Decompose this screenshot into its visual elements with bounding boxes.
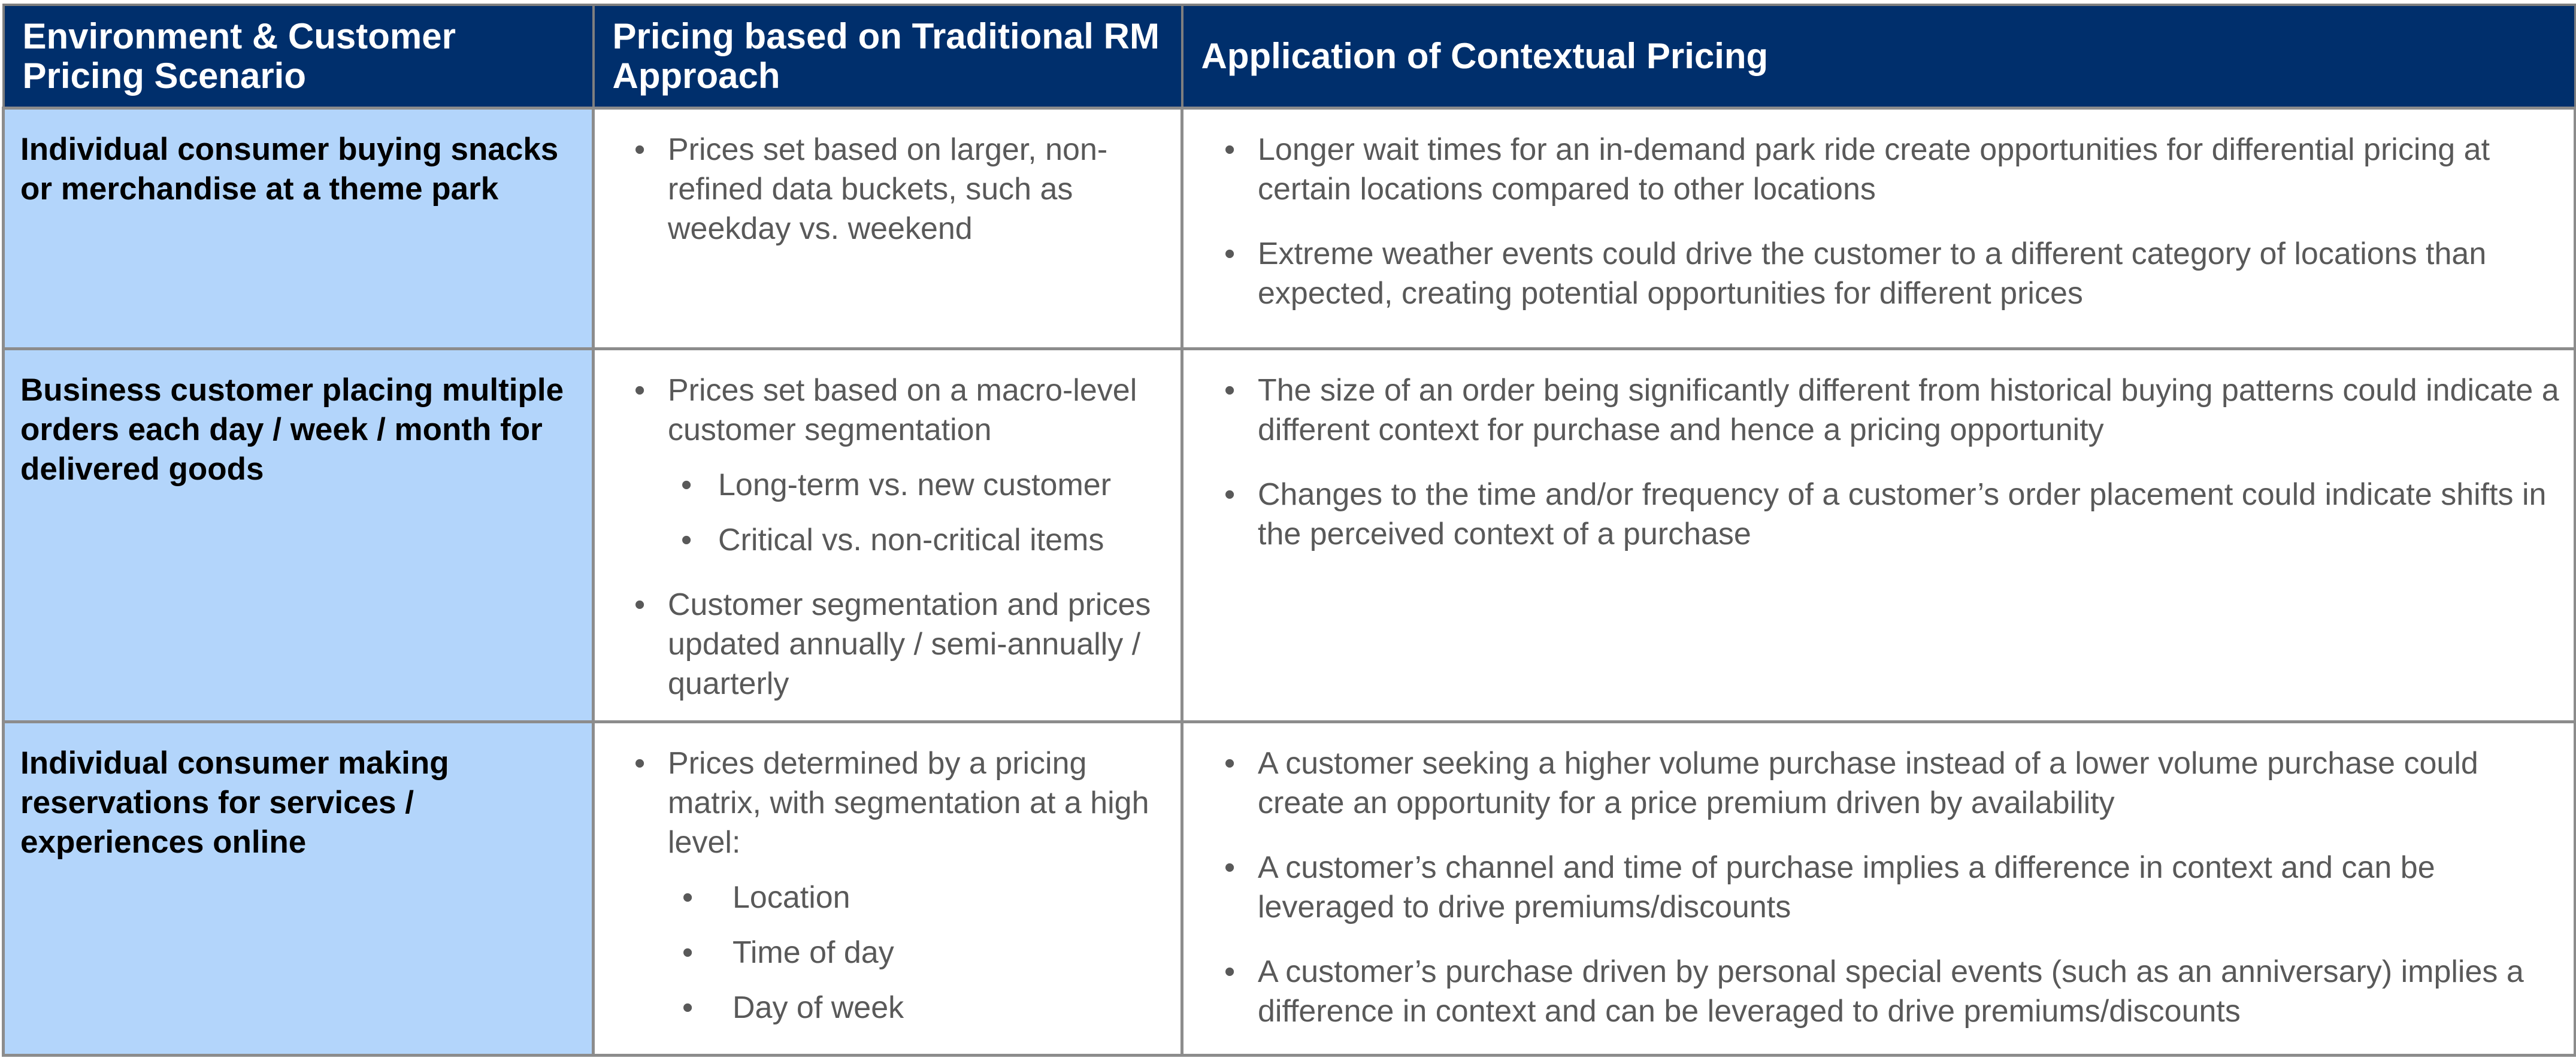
bullet-icon: • xyxy=(1224,850,1236,885)
scenario-cell: Business customer placing multiple orders each day / week / month for delivered goods xyxy=(4,349,594,722)
list-item-text: A customer’s channel and time of purchase implies a difference in context and can be leveraged to drive premiums/discounts xyxy=(1258,850,2435,924)
bullet-icon: • xyxy=(634,746,646,781)
sub-list-item-text: Long-term vs. new customer xyxy=(718,468,1112,502)
scenario-cell: Individual consumer buying snacks or merchandise at a theme park xyxy=(4,108,594,349)
bullet-icon: • xyxy=(1224,954,1236,989)
scenario-cell: Individual consumer making reservations for services / experiences online xyxy=(4,722,594,1056)
bullet-icon: • xyxy=(1224,237,1236,271)
list-item-text: Prices set based on a macro-level customer segmentation xyxy=(668,373,1137,447)
sub-list-item xyxy=(655,520,1169,560)
list-item xyxy=(1183,371,2562,450)
sub-list-item xyxy=(656,988,1169,1027)
traditional-list xyxy=(595,130,1169,248)
list-item xyxy=(1183,475,2562,554)
sub-list-item-text: Critical vs. non-critical items xyxy=(718,523,1104,557)
bullet-icon: • xyxy=(634,587,646,622)
contextual-cell xyxy=(1182,722,2575,1056)
bullet-icon: • xyxy=(634,132,646,167)
header-row xyxy=(4,5,2575,108)
bullet-icon: • xyxy=(1224,373,1236,408)
bullet-icon: • xyxy=(682,880,694,915)
list-item-text: Customer segmentation and prices updated annually / semi-annually / quarterly xyxy=(668,587,1151,701)
traditional-cell xyxy=(594,349,1182,722)
list-item xyxy=(1183,952,2562,1031)
bullet-icon: • xyxy=(634,373,646,408)
contextual-list xyxy=(1183,744,2562,1031)
list-item xyxy=(1183,130,2562,209)
list-item xyxy=(595,585,1169,704)
list-item-text: Extreme weather events could drive the customer to a different category of locations than expected, creating potential opportunities for different prices xyxy=(1258,237,2487,311)
traditional-list xyxy=(595,371,1169,704)
traditional-list xyxy=(595,744,1169,1027)
header-contextual-pricing: Application of Contextual Pricing xyxy=(1182,5,2575,108)
list-item-text: The size of an order being significantly different from historical buying patterns could indicate a different context for purchase and hence a pricing opportunity xyxy=(1258,373,2559,447)
list-item xyxy=(595,130,1169,248)
sub-list-item xyxy=(656,933,1169,972)
sub-list-item-text: Day of week xyxy=(732,990,904,1025)
bullet-icon: • xyxy=(682,990,694,1025)
contextual-list xyxy=(1183,130,2562,313)
traditional-cell xyxy=(594,722,1182,1056)
sub-list-item xyxy=(655,465,1169,505)
list-item xyxy=(595,744,1169,1027)
bullet-icon: • xyxy=(1224,132,1236,167)
traditional-cell xyxy=(594,108,1182,349)
header-scenario: Environment & Customer Pricing Scenario xyxy=(4,5,594,108)
list-item-text: A customer’s purchase driven by personal special events (such as an anniversary) implies a difference in context and can be leveraged to drive premiums/discounts xyxy=(1258,954,2524,1029)
sub-list-item-text: Location xyxy=(732,880,850,915)
bullet-icon: • xyxy=(681,523,692,557)
contextual-cell xyxy=(1182,108,2575,349)
table-row xyxy=(4,349,2575,722)
sub-list-item-text: Time of day xyxy=(732,935,894,970)
list-item xyxy=(1183,744,2562,823)
bullet-icon: • xyxy=(1224,477,1236,512)
table-row xyxy=(4,108,2575,349)
sub-list xyxy=(655,465,1169,560)
contextual-list xyxy=(1183,371,2562,554)
header-traditional-rm: Pricing based on Traditional RM Approach xyxy=(594,5,1182,108)
sub-list xyxy=(656,878,1169,1027)
contextual-cell xyxy=(1182,349,2575,722)
bullet-icon: • xyxy=(681,468,692,502)
bullet-icon: • xyxy=(1224,746,1236,781)
list-item-text: A customer seeking a higher volume purchase instead of a lower volume purchase could create an opportunity for a price premium driven by availability xyxy=(1258,746,2478,820)
list-item-text: Longer wait times for an in-demand park ride create opportunities for differential pricing at certain locations compared to other locations xyxy=(1258,132,2490,207)
list-item xyxy=(1183,234,2562,313)
list-item xyxy=(1183,848,2562,927)
sub-list-item xyxy=(656,878,1169,917)
list-item-text: Prices determined by a pricing matrix, with segmentation at a high level: xyxy=(668,746,1149,860)
list-item-text: Prices set based on larger, non-refined data buckets, such as weekday vs. weekend xyxy=(668,132,1108,246)
contextual-pricing-table xyxy=(2,4,2576,1057)
list-item-text: Changes to the time and/or frequency of a customer’s order placement could indicate shifts in the perceived context of a purchase xyxy=(1258,477,2547,551)
list-item xyxy=(595,371,1169,560)
bullet-icon: • xyxy=(682,935,694,970)
table-row xyxy=(4,722,2575,1056)
